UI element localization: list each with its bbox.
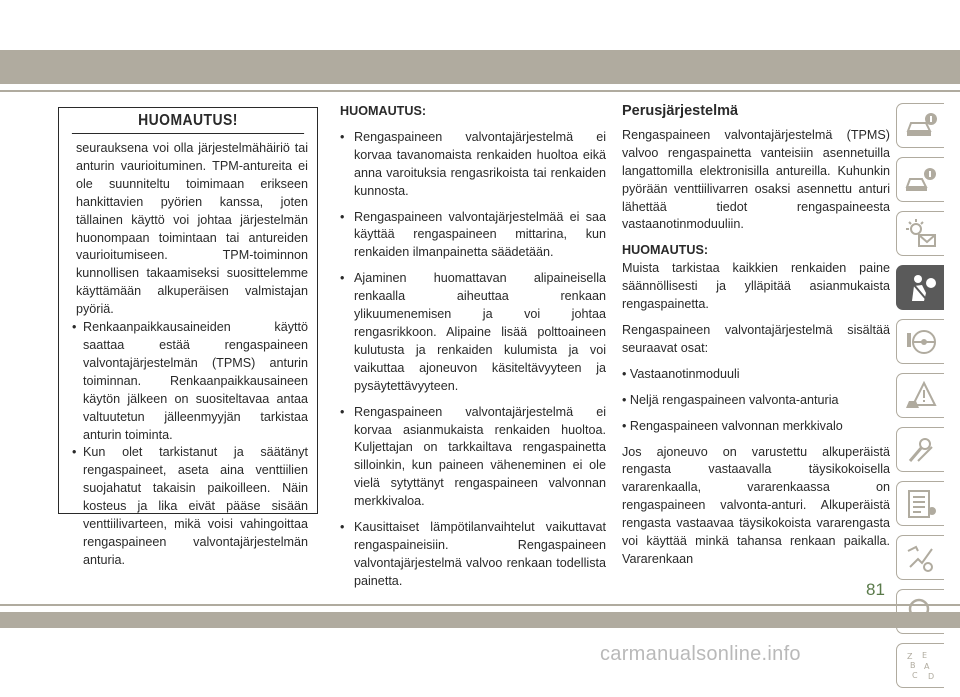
tab-emergency[interactable] — [896, 373, 944, 418]
specifications-icon — [904, 541, 938, 575]
svg-text:C: C — [911, 670, 918, 680]
chapter-tabs — [896, 103, 946, 697]
warning-bullet: • Kun olet tarkistanut ja säätänyt rengaspaineet, aseta aina venttiilien suojahatut takaisin paikoilleen. Näin kosteus ja lika eivät pääse sisään venttiilivarteen, mikä voisi vahingoittaa rengaspaineen valvontajärjestelmän anturia. — [72, 444, 308, 569]
tab-car-key[interactable] — [896, 157, 944, 202]
maintenance-checklist-icon — [904, 487, 938, 521]
svg-text:E: E — [921, 650, 927, 660]
note-bullet: • Kausittaiset lämpötilanvaihtelut vaikuttavat rengaspaineisiin. Rengaspaineen valvontajärjestelmä valvoo renkaan todellista painetta. — [340, 519, 606, 591]
tab-safety[interactable] — [896, 265, 944, 310]
svg-text:Z: Z — [906, 651, 912, 661]
component-list-item: • Vastaanotinmoduuli — [622, 366, 740, 381]
bullet-glyph: • — [340, 209, 345, 224]
steering-wheel-icon — [904, 325, 938, 359]
note-label: HUOMAUTUS: — [340, 104, 427, 118]
header-band — [0, 50, 960, 84]
car-info-icon — [904, 109, 938, 143]
paragraph: Rengaspaineen valvontajärjestelmä sisältää seuraavat osat: — [622, 322, 890, 355]
bullet-glyph: • — [340, 520, 345, 535]
tab-car-info[interactable] — [896, 103, 944, 148]
warning-body — [59, 134, 317, 570]
tab-specifications[interactable] — [896, 535, 944, 580]
tab-warning-lights[interactable] — [896, 211, 944, 256]
middle-column — [340, 103, 606, 591]
page-number: 81 — [866, 580, 885, 599]
note-text: Muista tarkistaa kaikkien renkaiden paine säännöllisesti ja ylläpitää asianmukaista rengaspainetta. — [622, 261, 890, 312]
component-list-item: • Neljä rengaspaineen valvonta-anturia — [622, 392, 839, 407]
section-title: Perusjärjestelmä — [622, 103, 739, 119]
tab-maintenance[interactable] — [896, 481, 944, 526]
note-bullet: • Rengaspaineen valvontajärjestelmää ei saa käyttää rengaspaineen mittarina, kun renkaiden ilmanpainetta säädetään. — [340, 209, 606, 263]
paragraph: Jos ajoneuvo on varustettu alkuperäistä rengasta vastaavalla täysikokoisella vararenkaalla, vararenkaassa on rengaspaineen valvonta-anturi. Alkuperäistä rengasta vastaavaa täysikokoista vararengasta voi käyttää minkä tahansa renkaan paikalla. Vararenkaan — [622, 444, 890, 566]
component-list-item: • Rengaspaineen valvonnan merkkivalo — [622, 418, 843, 433]
car-key-info-icon — [904, 163, 938, 197]
note-bullet: • Rengaspaineen valvontajärjestelmä ei korvaa tavanomaista renkaiden huoltoa eikä anna varoituksia rengasrikoista tai renkaiden kunnosta. — [340, 129, 606, 201]
svg-text:A: A — [923, 661, 929, 671]
paragraph: Rengaspaineen valvontajärjestelmä (TPMS) valvoo rengaspainetta vanteisiin asennetuilla langattomilla elektronisilla antureilla. Kuhunkin pyörään venttiilivarren osaksi asennettu anturi lähettää tiedot rengaspaineesta vastaanotinmoduuliin. — [622, 127, 890, 232]
warning-lights-message-icon — [904, 217, 938, 251]
bullet-glyph: • — [72, 320, 77, 335]
note-bullet: • Ajaminen huomattavan alipaineisella renkaalla aiheuttaa renkaan ylikuumenemisen ja voi johtaa rengasrikkoon. Alipaine lisää polttoaineen kulutusta ja renkaiden kulumista ja voi vaikuttaa ajoneuvon käsiteltävyyteen ja pysäytettävyyteen. — [340, 270, 606, 395]
seat-belt-airbag-icon — [904, 271, 938, 305]
bullet-glyph: • — [72, 445, 77, 460]
note-bullet: • Rengaspaineen valvontajärjestelmä ei korvaa asianmukaista renkaiden huoltoa. Kuljettajan on tarkkailtava rengaspainetta silloinkin, kun paineen väheneminen ei ole vielä sytyttänyt rengaspaineen valvonnan merkkivaloa. — [340, 404, 606, 511]
watermark: carmanualsonline.info — [600, 643, 801, 665]
hazard-car-icon — [904, 379, 938, 413]
bullet-glyph: • — [340, 271, 345, 286]
bullet-glyph: • — [340, 404, 345, 419]
tools-wrench-icon — [904, 433, 938, 467]
footer-band — [0, 612, 960, 628]
warning-intro: seurauksena voi olla järjestelmähäiriö tai anturin vaurioituminen. TPM-antureita ei ole suunniteltu toimimaan erikseen hankittavien pyörien kanssa, joten tällainen käyttö voi johtaa järjestelmän huonompaan toimintaan tai antureiden vaurioitumiseen. TPM-toiminnon kunnollisen takaamiseksi suosittelemme käyttämään alkuperäisen valmistajan pyöriä. — [76, 141, 308, 317]
warning-title: HUOMAUTUS! — [72, 108, 304, 134]
language-index-icon — [904, 649, 938, 683]
header-rule — [0, 90, 960, 92]
warning-bullet: • Renkaanpaikkausaineiden käyttö saattaa estää rengaspaineen valvontajärjestelmän (TPMS) anturin toiminnan. Renkaanpaikkausaineen käytön jälkeen on suositeltavaa antaa valtuutetun jälleenmyyjän tarkistaa anturin toiminta. — [72, 319, 308, 444]
warning-box — [58, 107, 318, 567]
svg-text:B: B — [909, 660, 915, 670]
footer-rule — [0, 604, 960, 606]
tab-languages[interactable] — [896, 643, 944, 688]
bullet-glyph: • — [340, 129, 345, 144]
tab-starting-operating[interactable] — [896, 319, 944, 364]
svg-text:D: D — [927, 671, 934, 681]
right-column — [622, 103, 890, 577]
tab-servicing[interactable] — [896, 427, 944, 472]
note-label: HUOMAUTUS: — [622, 243, 709, 258]
